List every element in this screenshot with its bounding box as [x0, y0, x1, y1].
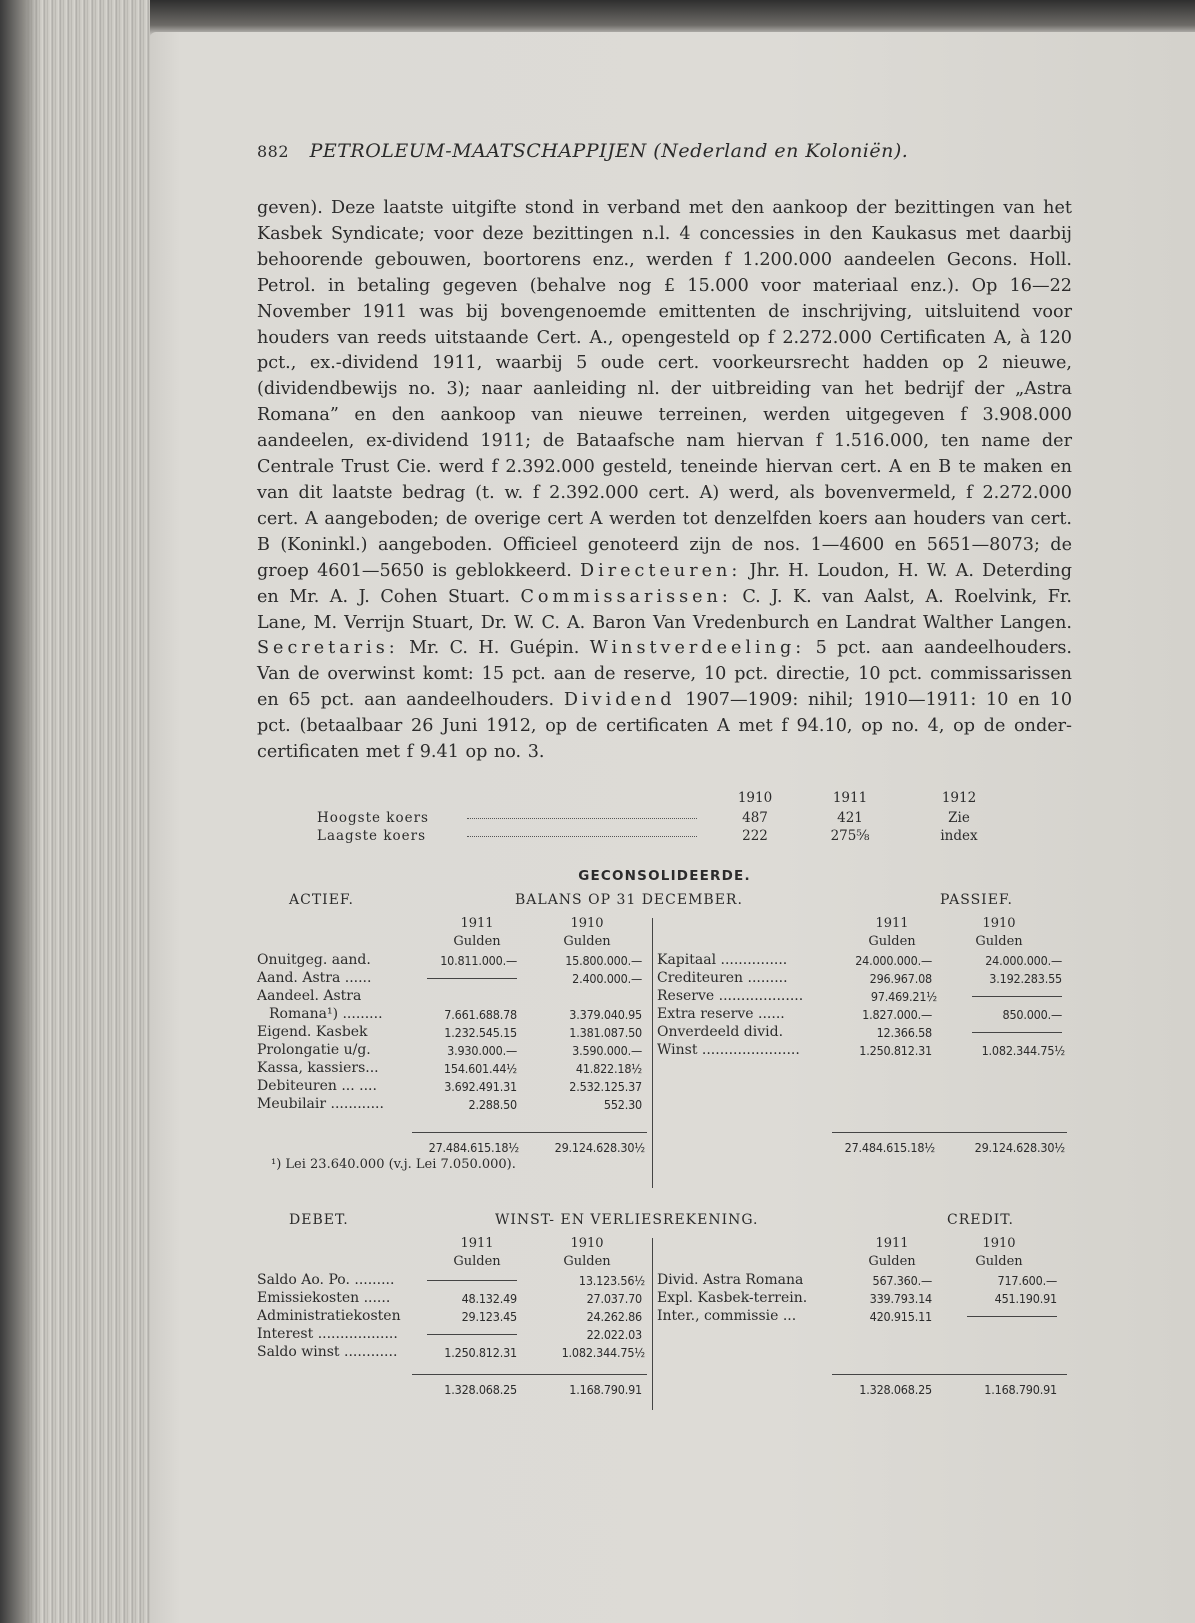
passief-value-1910: 3.192.283.55 [989, 970, 1062, 986]
actief-value-1911: 10.811.000.— [440, 952, 517, 968]
koers-value: index [940, 827, 978, 844]
koers-year: 1911 [832, 789, 868, 806]
footnote: ¹) Lei 23.640.000 (v.j. Lei 7.050.000). [271, 1156, 516, 1172]
page-edge-shadow [0, 0, 40, 1623]
running-title: PETROLEUM-MAATSCHAPPIJEN [309, 140, 647, 162]
col-year: 1910 [570, 1235, 604, 1251]
debet-value-1910: 24.262.86 [586, 1308, 642, 1324]
leader-dots [467, 818, 697, 819]
koers-row-laagste [317, 828, 697, 844]
passief-title: PASSIEF. [940, 891, 1013, 908]
col-unit: Gulden [453, 1253, 501, 1269]
actief-total-1911: 27.484.615.18½ [428, 1139, 519, 1155]
actief-label: Debiteuren ... .... [257, 1077, 377, 1094]
balans-title: BALANS OP 31 DECEMBER. [515, 891, 743, 908]
actief-value-1910: 552.30 [603, 1096, 642, 1112]
total-rule [832, 1374, 1067, 1375]
actief-total-1910: 29.124.628.30½ [554, 1139, 645, 1155]
koers-year: 1910 [737, 789, 773, 806]
leader-dots [467, 836, 697, 837]
koers-label: Hoogste koers [317, 809, 429, 826]
credit-value-1910-empty [967, 1309, 1057, 1324]
directeuren-label: Directeuren: [580, 560, 742, 581]
passief-value-1910: 850.000.— [1002, 1006, 1062, 1022]
section-title-geconsolideerde: GECONSOLIDEERDE. [578, 867, 751, 884]
debet-label: Interest .................. [257, 1325, 398, 1342]
winstverdeeling-label: Winstverdeeling: [589, 638, 806, 659]
running-head [257, 140, 1072, 162]
commissarissen-label: Commissarissen: [520, 586, 732, 607]
credit-label: Expl. Kasbek-terrein. [657, 1289, 808, 1306]
col-unit: Gulden [563, 1253, 611, 1269]
koers-table [257, 790, 1072, 860]
passief-value-1910-empty [972, 989, 1062, 1004]
actief-value-1910: 15.800.000.— [565, 952, 642, 968]
actief-value-1910: 1.381.087.50 [569, 1024, 642, 1040]
actief-value-1911: 3.930.000.— [447, 1042, 517, 1058]
actief-label: Aandeel. Astra [257, 987, 362, 1004]
credit-value-1910: 451.190.91 [994, 1290, 1057, 1306]
actief-value-1910: 41.822.18½ [575, 1060, 642, 1076]
col-unit: Gulden [453, 933, 501, 949]
secretaris-text: Mr. C. H. Guépin. [409, 638, 580, 659]
directeuren-text: Jhr. H. Loudon, H. W. A. Deterding en Mr. A. J. Cohen Stuart. [257, 560, 1073, 607]
debet-value-1910: 13.123.56½ [578, 1272, 645, 1288]
actief-value-1911: 2.288.50 [468, 1096, 517, 1112]
col-year: 1910 [982, 915, 1016, 931]
debet-value-1910: 22.022.03 [586, 1326, 642, 1342]
credit-label: Divid. Astra Romana [657, 1271, 804, 1288]
col-year: 1910 [570, 915, 604, 931]
passief-value-1910-empty [972, 1025, 1062, 1040]
credit-value-1911: 339.793.14 [869, 1290, 932, 1306]
credit-value-1911: 567.360.— [872, 1272, 932, 1288]
total-rule [412, 1132, 647, 1133]
koers-value: 222 [742, 827, 768, 844]
passief-value-1911: 12.366.58 [876, 1024, 932, 1040]
credit-title: CREDIT. [947, 1211, 1014, 1228]
col-unit: Gulden [868, 933, 916, 949]
credit-total-1910: 1.168.790.91 [984, 1381, 1057, 1397]
koers-year: 1912 [941, 789, 977, 806]
col-unit: Gulden [563, 933, 611, 949]
actief-value-1910: 3.379.040.95 [569, 1006, 642, 1022]
col-year: 1911 [875, 915, 909, 931]
balans-header [257, 884, 1072, 914]
secretaris-label: Secretaris: [257, 638, 399, 659]
col-year: 1910 [982, 1235, 1016, 1251]
debet-label: Saldo Ao. Po. ......... [257, 1271, 395, 1288]
passief-label: Winst ...................... [657, 1041, 800, 1058]
passief-value-1911: 296.967.08 [869, 970, 932, 986]
koers-value: 487 [742, 809, 768, 826]
debet-label: Saldo winst ............ [257, 1343, 398, 1360]
actief-value-1910: 2.400.000.— [572, 970, 642, 986]
commissarissen-text: C. J. K. van Aalst, A. Roelvink, Fr. Lane, M. Verrijn Stuart, Dr. W. C. A. Baron Van Vredenburch en Landrat Walther Langen. [257, 586, 1073, 633]
actief-label: Eigend. Kasbek [257, 1023, 368, 1040]
passief-label: Extra reserve ...... [657, 1005, 785, 1022]
actief-value-1910: 3.590.000.— [572, 1042, 642, 1058]
dividend-text: 1907—1909: nihil; 1910—1911: 10 en 10 pct. (betaalbaar 26 Juni 1912, op de certificaten A met f 94.10, op no. 4, op de onder-certificaten met f 9.41 op no. 3. [257, 690, 1073, 763]
debet-total-1910: 1.168.790.91 [569, 1381, 642, 1397]
actief-value-1911: 154.601.44½ [443, 1060, 517, 1076]
actief-value-1911: 3.692.491.31 [444, 1078, 517, 1094]
passief-label: Kapitaal ............... [657, 951, 788, 968]
passief-value-1911: 97.469.21½ [870, 988, 937, 1004]
body-paragraph [257, 196, 1072, 766]
winst-verlies-header [257, 1204, 1072, 1234]
credit-total-1911: 1.328.068.25 [859, 1381, 932, 1397]
debet-value-1911-empty [427, 1327, 517, 1342]
passief-value-1910: 1.082.344.75½ [981, 1042, 1065, 1058]
col-year: 1911 [460, 915, 494, 931]
debet-value-1911: 29.123.45 [461, 1308, 517, 1324]
passief-label: Crediteuren ......... [657, 969, 788, 986]
debet-label: Administratiekosten [257, 1307, 401, 1324]
winst-verlies-title: WINST- EN VERLIESREKENING. [495, 1211, 759, 1228]
koers-value: Zie [948, 809, 970, 826]
credit-value-1910: 717.600.— [997, 1272, 1057, 1288]
koers-value: 421 [837, 809, 863, 826]
actief-title: ACTIEF. [289, 891, 354, 908]
balans-table [257, 914, 1072, 1204]
dividend-label: Dividend [563, 690, 676, 711]
debet-value-1910: 27.037.70 [586, 1290, 642, 1306]
column-divider [652, 1238, 653, 1410]
credit-value-1911: 420.915.11 [869, 1308, 932, 1324]
passief-total-1911: 27.484.615.18½ [844, 1139, 935, 1155]
page-content [257, 140, 1072, 1414]
koers-value: 275⅝ [830, 827, 870, 844]
debet-label: Emissiekosten ...... [257, 1289, 391, 1306]
debet-value-1911-empty [427, 1273, 517, 1288]
winstverdeeling-text: 5 pct. aan aandeelhouders. Van de overwinst komt: 15 pct. aan de reserve, 10 pct. directie, 10 pct. commissarissen en 65 pct. aan aandeelhouders. [257, 638, 1073, 711]
total-rule [832, 1132, 1067, 1133]
passief-value-1911: 24.000.000.— [855, 952, 932, 968]
column-divider [652, 918, 653, 1188]
col-year: 1911 [460, 1235, 494, 1251]
col-year: 1911 [875, 1235, 909, 1251]
actief-value-1911: 1.232.545.15 [444, 1024, 517, 1040]
col-unit: Gulden [975, 1253, 1023, 1269]
koers-row-hoogste [317, 810, 697, 826]
actief-value-1911-empty [427, 971, 517, 986]
debet-total-1911: 1.328.068.25 [444, 1381, 517, 1397]
actief-value-1911: 7.661.688.78 [444, 1006, 517, 1022]
debet-value-1911: 1.250.812.31 [444, 1344, 517, 1360]
actief-label: Kassa, kassiers... [257, 1059, 379, 1076]
passief-total-1910: 29.124.628.30½ [974, 1139, 1065, 1155]
passief-label: Reserve ................... [657, 987, 804, 1004]
page-number: 882 [257, 142, 290, 161]
debet-title: DEBET. [289, 1211, 349, 1228]
passief-value-1911: 1.827.000.— [862, 1006, 932, 1022]
winst-verlies-table [257, 1234, 1072, 1414]
body-text-main: geven). Deze laatste uitgifte stond in verband met den aankoop der bezittingen van het Kasbek Syndicate; voor deze bezittingen n.l. 4 concessies in den Kaukasus met daarbij behoorende gebouwen, boortorens enz., werden f 1.200.000 aandeelen Gecons. Holl. Petrol. in betaling gegeven (behalve nog £ 15.000 voor materiaal enz.). Op 16—22 November 1911 was bij bovengenoemde emittenten de inschrijving, uitsluitend voor houders van reeds uitstaande Cert. A., opengesteld op f 2.272.000 Certificaten A, à 120 pct., ex.-dividend 1911, waarbij 5 oude cert. voorkeursrecht hadden op 2 nieuwe, (dividendbewijs no. 3); naar aanleiding nl. der uitbreiding van het bedrijf der „Astra Romana” en den aankoop van nieuwe terreinen, werden uitgegeven f 3.908.000 aandeelen, ex-dividend 1911; de Bataafsche nam hiervan f 1.516.000, ten name der Centrale Trust Cie. werd f 2.392.000 gesteld, teneinde hiervan cert. A en B te maken en van dit laatste bedrag (t. w. f 2.392.000 cert. A) werd, als bovenvermeld, f 2.272.000 cert. A aangeboden; de overige cert A werden tot denzelfden koers aan houders van cert. B (Koninkl.) aangeboden. Officieel genoteerd zijn de nos. 1—4600 en 5651—8073; de groep 4601—5650 is geblokkeerd. [257, 198, 1072, 581]
actief-label: Aand. Astra ...... [257, 969, 372, 986]
koers-label: Laagste koers [317, 827, 427, 844]
passief-value-1910: 24.000.000.— [985, 952, 1062, 968]
credit-label: Inter., commissie ... [657, 1307, 797, 1324]
actief-label: Romana¹) ......... [269, 1005, 383, 1022]
actief-value-1910: 2.532.125.37 [569, 1078, 642, 1094]
actief-label: Onuitgeg. aand. [257, 951, 371, 968]
debet-value-1911: 48.132.49 [461, 1290, 517, 1306]
col-unit: Gulden [868, 1253, 916, 1269]
scan-top-shadow [150, 0, 1195, 36]
actief-label: Prolongatie u/g. [257, 1041, 371, 1058]
actief-label: Meubilair ............ [257, 1095, 384, 1112]
running-subtitle: (Nederland en Koloniën). [653, 140, 909, 162]
passief-value-1911: 1.250.812.31 [859, 1042, 932, 1058]
debet-value-1910: 1.082.344.75½ [561, 1344, 645, 1360]
col-unit: Gulden [975, 933, 1023, 949]
total-rule [412, 1374, 647, 1375]
passief-label: Onverdeeld divid. [657, 1023, 784, 1040]
